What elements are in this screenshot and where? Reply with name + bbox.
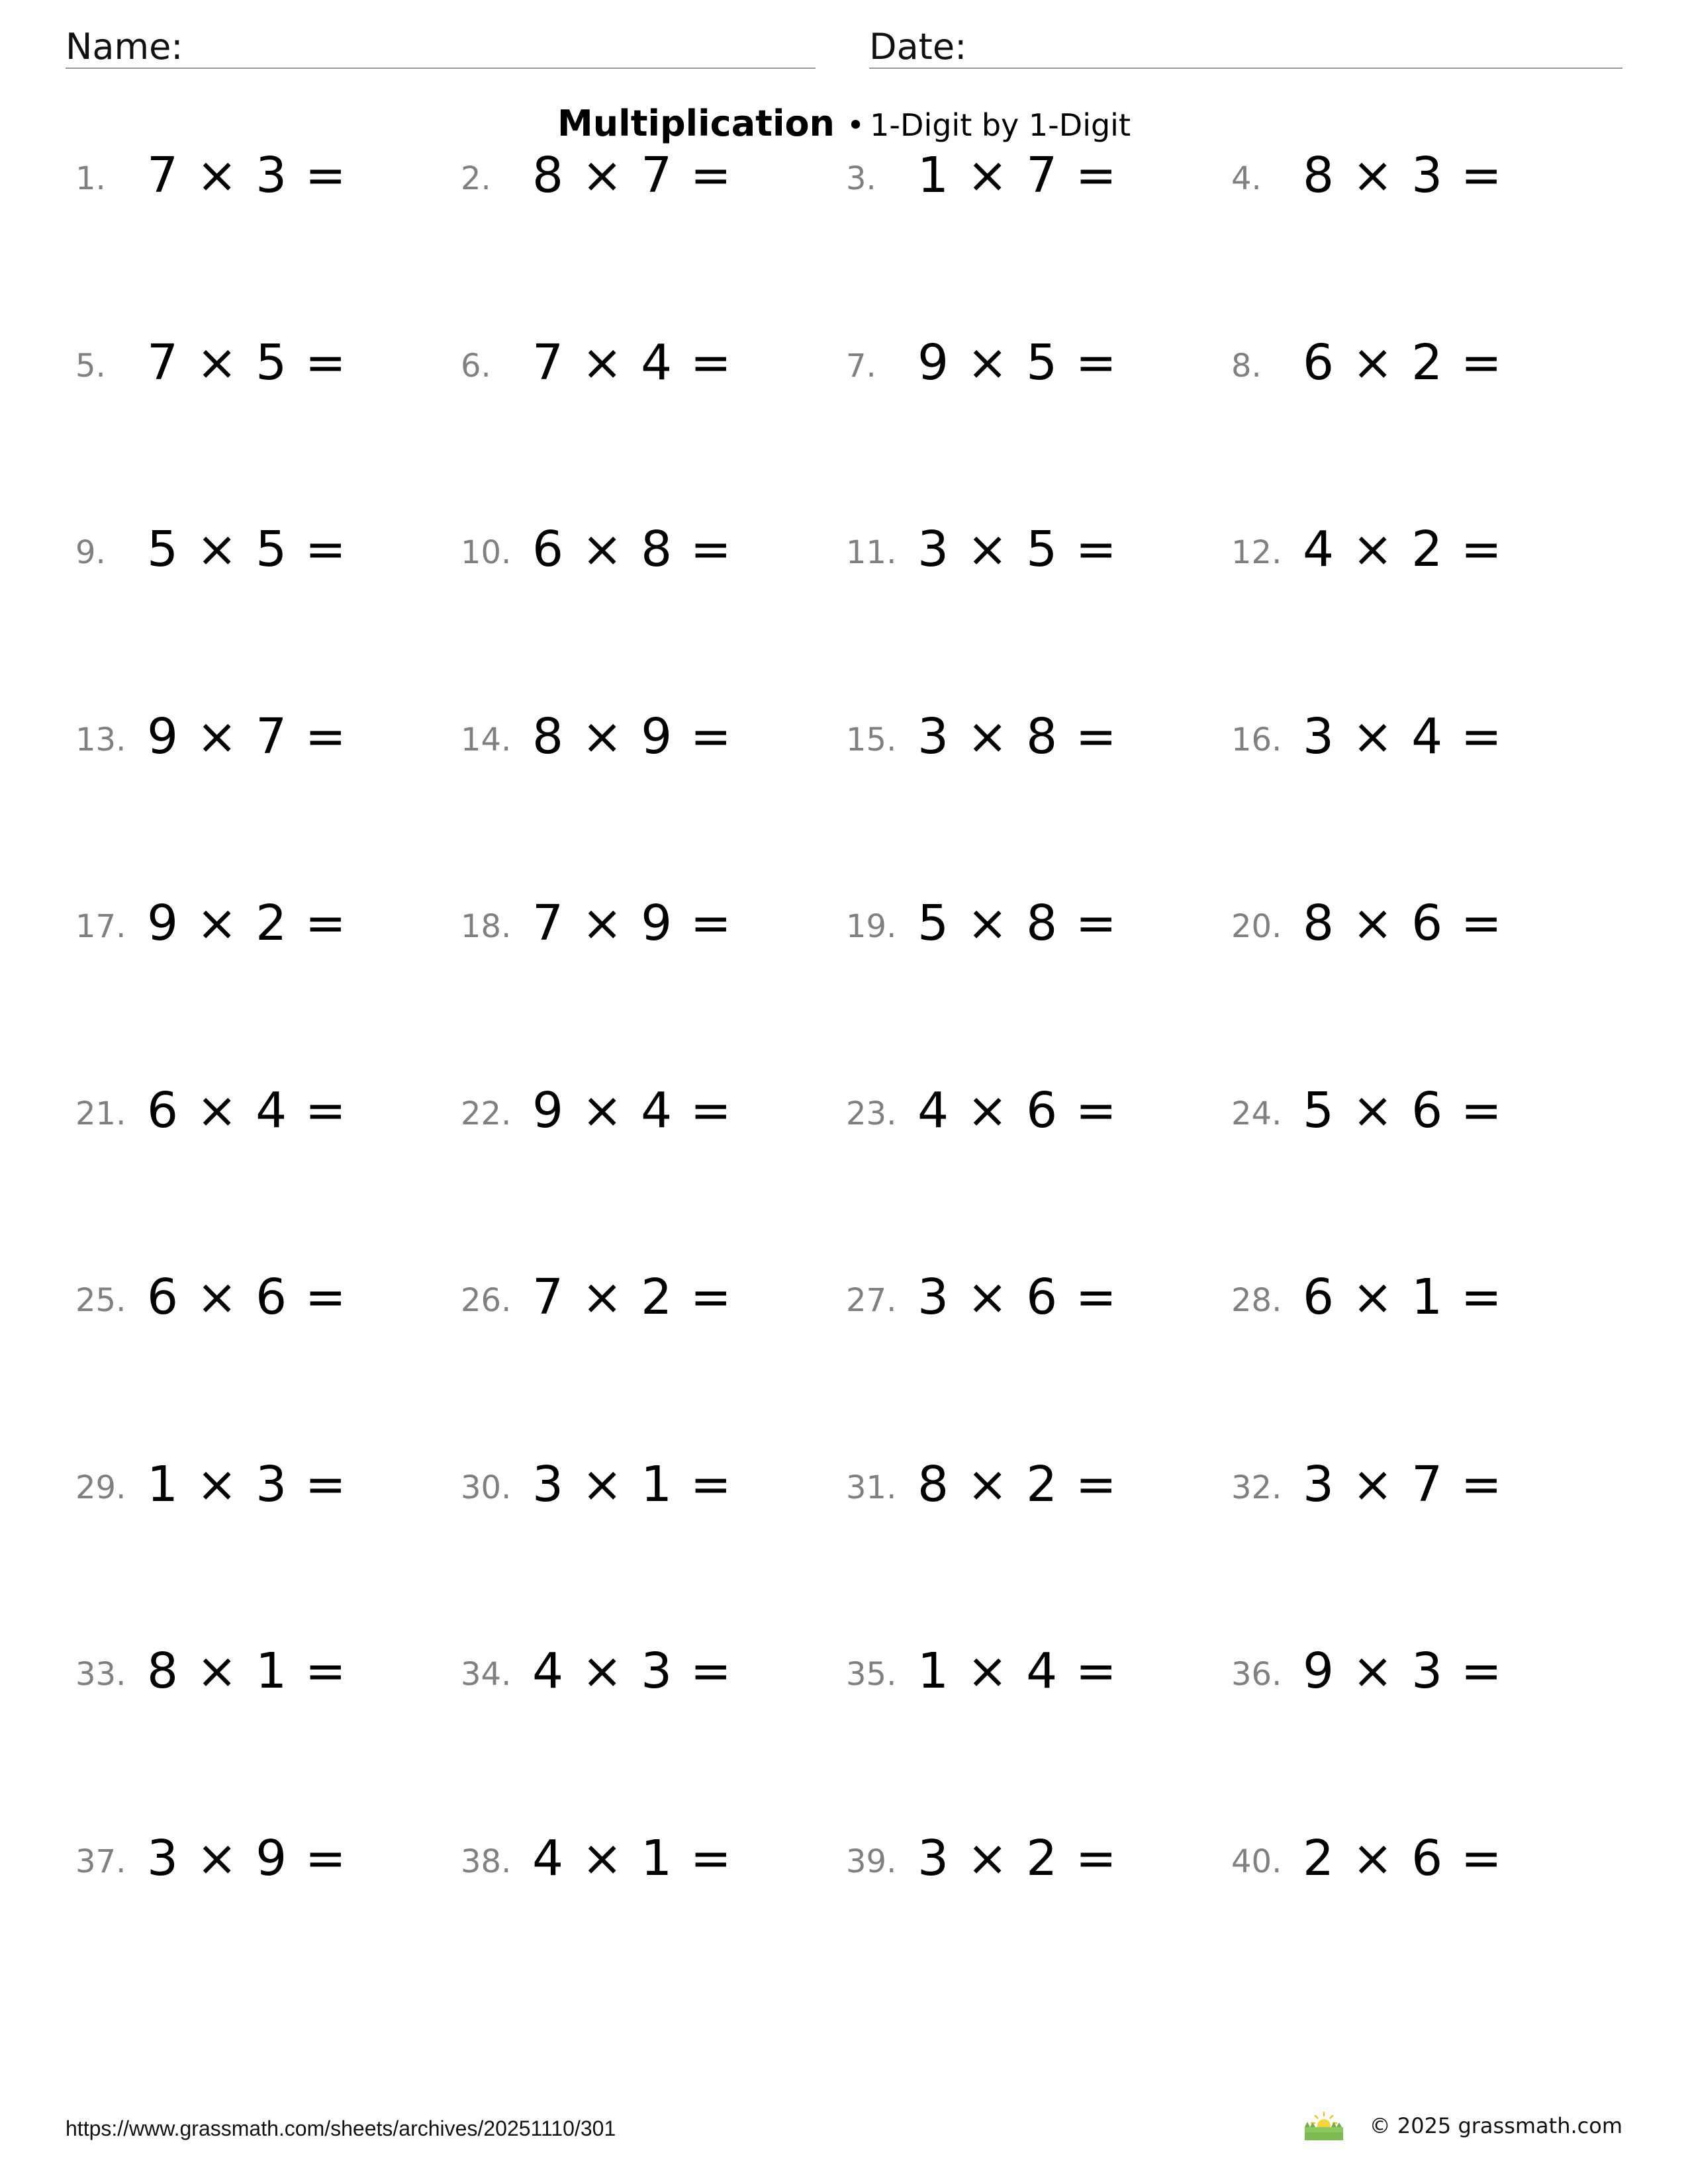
problem-number: 34. — [461, 1656, 512, 1693]
problem-item — [1231, 893, 1602, 953]
problem-number: 5. — [75, 347, 106, 385]
problem-number: 12. — [1231, 534, 1282, 571]
problem-expression: 9 × 4 = — [532, 1081, 733, 1139]
footer-brand — [1302, 2110, 1622, 2142]
problem-number: 4. — [1231, 160, 1262, 197]
problem-expression: 3 × 6 = — [917, 1269, 1118, 1326]
problem-number: 23. — [846, 1095, 897, 1132]
problem-expression: 4 × 2 = — [1303, 521, 1503, 578]
problem-expression: 3 × 1 = — [532, 1455, 733, 1513]
problem-number: 21. — [75, 1095, 126, 1132]
problem-number: 25. — [75, 1282, 126, 1319]
problem-expression: 7 × 4 = — [532, 334, 733, 391]
problem-expression: 6 × 4 = — [147, 1081, 348, 1139]
problem-expression: 1 × 4 = — [917, 1643, 1118, 1700]
problem-item — [1231, 146, 1602, 205]
problem-item — [1231, 1081, 1602, 1140]
problem-expression: 3 × 4 = — [1303, 707, 1503, 765]
problem-number: 35. — [846, 1656, 897, 1693]
problem-number: 13. — [75, 721, 126, 758]
problem-number: 24. — [1231, 1095, 1282, 1132]
problem-expression: 9 × 7 = — [147, 707, 348, 765]
problem-number: 31. — [846, 1469, 897, 1506]
problem-item — [75, 893, 446, 953]
problem-number: 7. — [846, 347, 876, 385]
footer-url: https://www.grassmath.com/sheets/archives/20251110/301 — [66, 2116, 616, 2140]
problem-item — [461, 1829, 831, 1888]
problem-item — [1231, 520, 1602, 579]
problem-expression: 3 × 8 = — [917, 707, 1118, 765]
problem-expression: 7 × 3 = — [147, 147, 348, 204]
problem-number: 30. — [461, 1469, 512, 1506]
problem-item — [75, 1081, 446, 1140]
problem-expression: 8 × 7 = — [532, 147, 733, 204]
problem-number: 16. — [1231, 721, 1282, 758]
problem-item — [1231, 1455, 1602, 1514]
problem-item — [461, 707, 831, 766]
problem-item — [461, 1267, 831, 1327]
problem-expression: 9 × 5 = — [917, 334, 1118, 391]
problem-number: 2. — [461, 160, 491, 197]
problem-item — [461, 893, 831, 953]
problem-item — [461, 333, 831, 392]
problem-expression: 6 × 1 = — [1303, 1269, 1503, 1326]
title-main: Multiplication — [557, 103, 835, 144]
problem-expression: 7 × 9 = — [532, 895, 733, 952]
problem-item — [1231, 1641, 1602, 1701]
problem-number: 40. — [1231, 1843, 1282, 1880]
problem-number: 33. — [75, 1656, 126, 1693]
problem-expression: 4 × 6 = — [917, 1081, 1118, 1139]
problem-item — [75, 1455, 446, 1514]
problem-expression: 6 × 6 = — [147, 1269, 348, 1326]
problem-item — [846, 707, 1217, 766]
problem-number: 9. — [75, 534, 106, 571]
problem-number: 1. — [75, 160, 106, 197]
problem-expression: 8 × 3 = — [1303, 147, 1503, 204]
problem-expression: 1 × 7 = — [917, 147, 1118, 204]
problem-number: 17. — [75, 908, 126, 945]
problem-item — [75, 146, 446, 205]
problem-number: 3. — [846, 160, 876, 197]
problem-item — [75, 1267, 446, 1327]
problem-item — [461, 520, 831, 579]
problem-item — [846, 333, 1217, 392]
problem-item — [846, 1641, 1217, 1701]
problem-number: 29. — [75, 1469, 126, 1506]
problem-item — [846, 1267, 1217, 1327]
problem-item — [75, 333, 446, 392]
problem-item — [75, 1829, 446, 1888]
problem-expression: 4 × 3 = — [532, 1643, 733, 1700]
problem-item — [1231, 1267, 1602, 1327]
problem-number: 15. — [846, 721, 897, 758]
problem-expression: 6 × 2 = — [1303, 334, 1503, 391]
problem-number: 36. — [1231, 1656, 1282, 1693]
problem-item — [1231, 333, 1602, 392]
problem-number: 38. — [461, 1843, 512, 1880]
problem-number: 6. — [461, 347, 491, 385]
problem-number: 32. — [1231, 1469, 1282, 1506]
problem-expression: 4 × 1 = — [532, 1829, 733, 1887]
problem-expression: 9 × 2 = — [147, 895, 348, 952]
problem-item — [75, 520, 446, 579]
problem-item — [461, 1641, 831, 1701]
problem-item — [1231, 1829, 1602, 1888]
problem-item — [461, 1455, 831, 1514]
problem-expression: 9 × 3 = — [1303, 1643, 1503, 1700]
problem-number: 26. — [461, 1282, 512, 1319]
problem-number: 20. — [1231, 908, 1282, 945]
problem-expression: 8 × 9 = — [532, 707, 733, 765]
problem-item — [461, 146, 831, 205]
problem-number: 27. — [846, 1282, 897, 1319]
problem-number: 19. — [846, 908, 897, 945]
problem-number: 11. — [846, 534, 897, 571]
problem-expression: 3 × 5 = — [917, 521, 1118, 578]
problem-number: 14. — [461, 721, 512, 758]
problem-item — [461, 1081, 831, 1140]
problem-expression: 5 × 6 = — [1303, 1081, 1503, 1139]
problem-expression: 8 × 2 = — [917, 1455, 1118, 1513]
problem-number: 8. — [1231, 347, 1262, 385]
grass-sun-logo-icon — [1302, 2110, 1346, 2142]
problem-item — [846, 146, 1217, 205]
problem-expression: 5 × 8 = — [917, 895, 1118, 952]
problem-number: 10. — [461, 534, 512, 571]
name-label: Name: — [66, 26, 183, 68]
problem-item — [846, 1829, 1217, 1888]
problem-item — [846, 893, 1217, 953]
problem-expression: 1 × 3 = — [147, 1455, 348, 1513]
problem-expression: 8 × 6 = — [1303, 895, 1503, 952]
problem-item — [1231, 707, 1602, 766]
problem-expression: 7 × 5 = — [147, 334, 348, 391]
problem-item — [846, 1455, 1217, 1514]
problem-number: 37. — [75, 1843, 126, 1880]
problem-expression: 2 × 6 = — [1303, 1829, 1503, 1887]
problem-expression: 3 × 2 = — [917, 1829, 1118, 1887]
problem-number: 39. — [846, 1843, 897, 1880]
problem-expression: 5 × 5 = — [147, 521, 348, 578]
problem-number: 28. — [1231, 1282, 1282, 1319]
problem-expression: 6 × 8 = — [532, 521, 733, 578]
problem-number: 22. — [461, 1095, 512, 1132]
problem-expression: 3 × 7 = — [1303, 1455, 1503, 1513]
problem-number: 18. — [461, 908, 512, 945]
title-subtitle: 1-Digit by 1-Digit — [870, 107, 1131, 143]
problem-item — [75, 1641, 446, 1701]
problem-item — [75, 707, 446, 766]
date-label: Date: — [869, 26, 967, 68]
title-separator: • — [847, 107, 865, 143]
problem-expression: 3 × 9 = — [147, 1829, 348, 1887]
problem-expression: 7 × 2 = — [532, 1269, 733, 1326]
problem-item — [846, 1081, 1217, 1140]
copyright-text: © 2025 grassmath.com — [1369, 2113, 1622, 2138]
problem-expression: 8 × 1 = — [147, 1643, 348, 1700]
problem-item — [846, 520, 1217, 579]
